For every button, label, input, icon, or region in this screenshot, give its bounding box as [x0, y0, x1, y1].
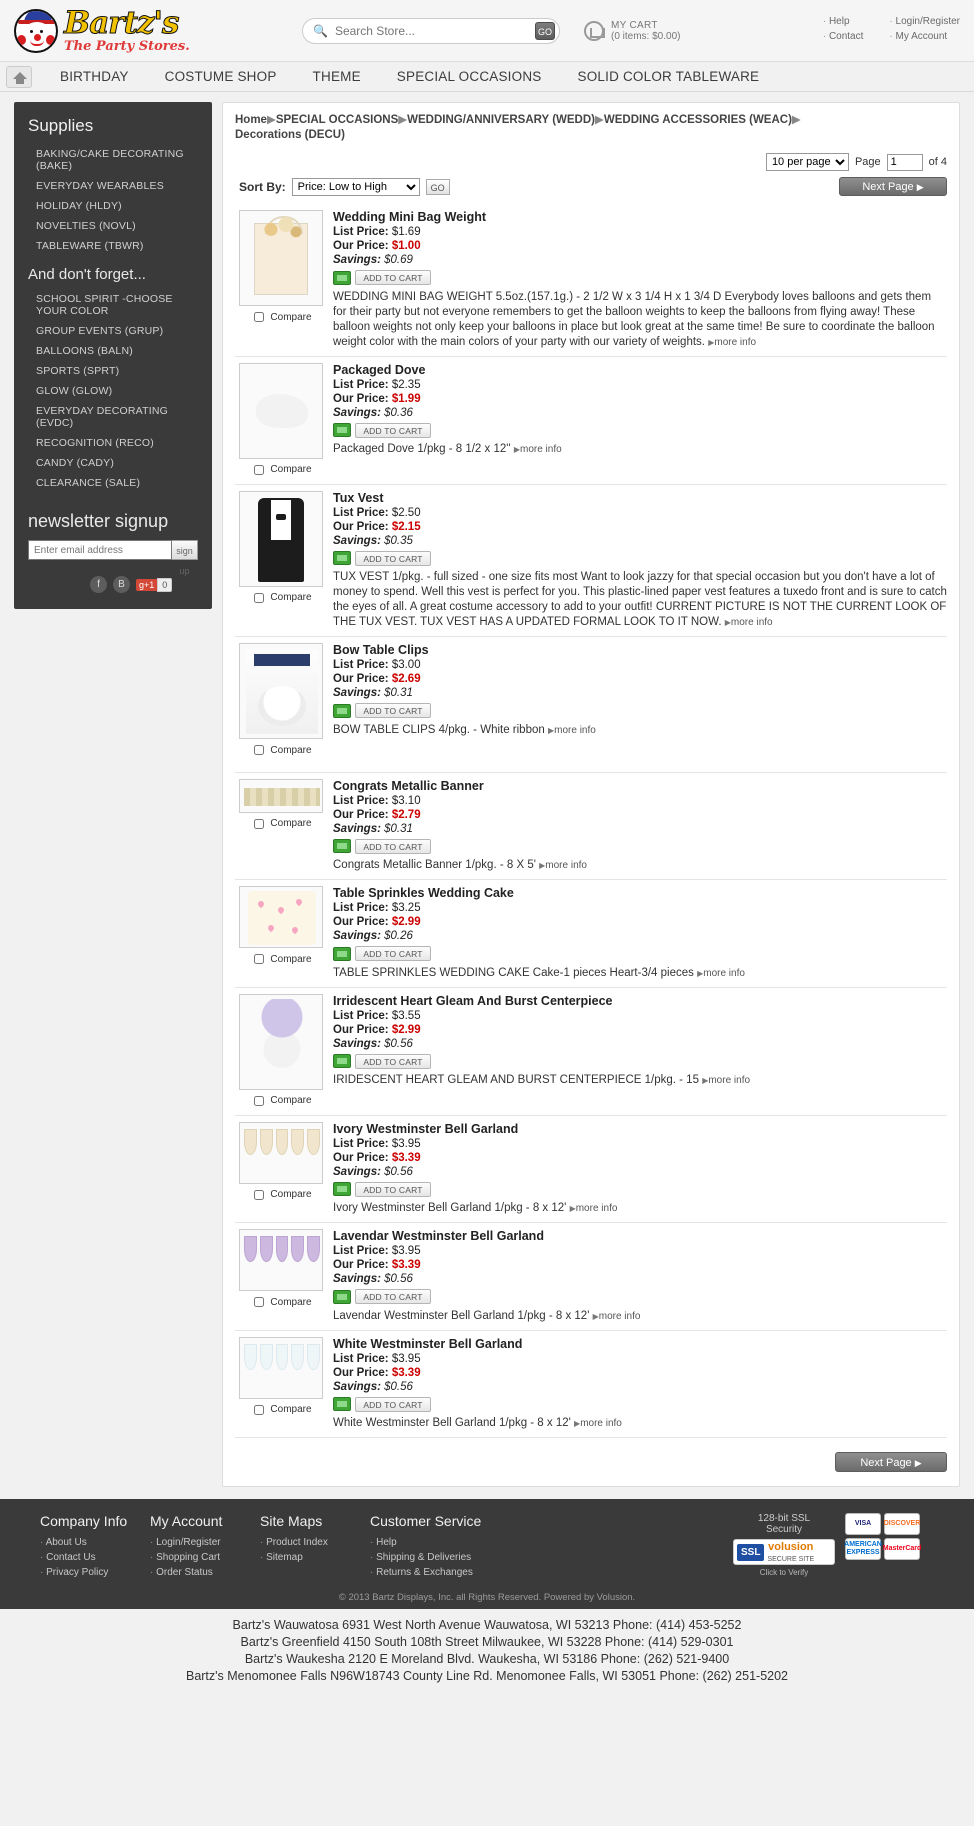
- ssl-badge: [733, 1513, 835, 1577]
- sidebar-item-holiday[interactable]: HOLIDAY (HLDY): [36, 200, 122, 212]
- page-total-label: of 4: [928, 156, 947, 168]
- compare-label[interactable]: Compare: [270, 592, 312, 603]
- product-name[interactable]: Congrats Metallic Banner: [333, 778, 484, 793]
- savings-value: $0.35: [384, 534, 413, 547]
- savings-value: $0.31: [384, 687, 413, 699]
- product-name[interactable]: Irridescent Heart Gleam And Burst Centerpiece: [333, 993, 613, 1008]
- savings-label: Savings:: [333, 1037, 381, 1050]
- site-header: [0, 0, 974, 62]
- add-to-cart-button[interactable]: ADD TO CART: [355, 839, 431, 854]
- payment-cards: [845, 1513, 920, 1560]
- address-menomonee-falls: Bartz's Menomonee Falls N96W18743 County Line Rd. Menomonee Falls, WI 53051 Phone: (262) 251-5202: [185, 1669, 789, 1683]
- nav-item-special-occasions[interactable]: SPECIAL OCCASIONS: [396, 69, 542, 84]
- compare-label[interactable]: Compare: [270, 1296, 312, 1308]
- compare-control[interactable]: [235, 309, 327, 325]
- cart-icon: [333, 839, 351, 853]
- nav-item-birthday[interactable]: BIRTHDAY: [60, 69, 129, 84]
- search-icon: 🔍: [313, 23, 328, 38]
- our-price-value: $3.39: [391, 1151, 421, 1164]
- add-to-cart-button[interactable]: ADD TO CART: [355, 1054, 431, 1069]
- compare-checkbox[interactable]: [254, 745, 264, 755]
- product-description: Lavendar Westminster Bell Garland 1/pkg - 8 x 12' ▶more info: [333, 1309, 641, 1322]
- product-image[interactable]: [239, 994, 323, 1090]
- more-info-link[interactable]: ▶more info: [724, 617, 773, 628]
- sidebar-item-balloons[interactable]: BALLOONS (BALN): [36, 345, 133, 357]
- add-to-cart-group[interactable]: [333, 1289, 431, 1304]
- compare-checkbox[interactable]: [254, 819, 264, 829]
- savings-value: $0.36: [384, 406, 413, 419]
- product-name[interactable]: Bow Table Clips: [333, 643, 429, 657]
- sidebar-item-glow[interactable]: GLOW (GLOW): [36, 385, 113, 397]
- compare-checkbox[interactable]: [254, 1190, 264, 1200]
- product-row: [235, 1331, 947, 1439]
- add-to-cart-button[interactable]: ADD TO CART: [355, 1182, 431, 1197]
- page-label: Page: [854, 156, 881, 168]
- compare-checkbox[interactable]: [254, 593, 264, 603]
- footer-column-my-account: [150, 1513, 260, 1582]
- sidebar-item-everyday-decorating[interactable]: EVERYDAY DECORATING (EVDC): [36, 405, 168, 429]
- list-price-label: List Price:: [333, 226, 389, 238]
- search-go-button[interactable]: GO: [535, 22, 555, 40]
- compare-control[interactable]: [235, 1093, 327, 1109]
- product-description: TABLE SPRINKLES WEDDING CAKE Cake-1 pieces Heart-3/4 pieces ▶more info: [333, 966, 745, 979]
- list-price-label: List Price:: [333, 1009, 389, 1022]
- add-to-cart-group[interactable]: [333, 839, 431, 854]
- product-row: [235, 880, 947, 988]
- our-price-value: $3.39: [391, 1366, 421, 1379]
- more-info-link[interactable]: ▶more info: [513, 444, 562, 455]
- product-name[interactable]: Lavendar Westminster Bell Garland: [333, 1229, 544, 1243]
- sidebar-item-clearance[interactable]: CLEARANCE (SALE): [36, 477, 141, 489]
- list-price-label: List Price:: [333, 506, 389, 519]
- cart-icon: [333, 1290, 351, 1304]
- nav-item-costume-shop[interactable]: COSTUME SHOP: [164, 69, 277, 84]
- ssl-line1: 128-bit SSL: [757, 1513, 811, 1524]
- footer-title: Customer Service: [370, 1513, 482, 1529]
- newsletter-form: [14, 540, 212, 576]
- compare-control[interactable]: [235, 462, 327, 478]
- cart-icon: [333, 1054, 351, 1068]
- footer-title: My Account: [150, 1513, 223, 1529]
- savings-value: $0.56: [384, 1273, 413, 1285]
- sidebar-item-sports[interactable]: SPORTS (SPRT): [36, 365, 120, 377]
- breadcrumb-special-occasions[interactable]: SPECIAL OCCASIONS: [275, 114, 399, 126]
- footer-title: Site Maps: [260, 1513, 323, 1529]
- product-image[interactable]: [239, 643, 323, 739]
- footer-link-shipping-deliveries[interactable]: · Shipping & Deliveries: [370, 1552, 560, 1563]
- our-price-label: Our Price:: [333, 673, 389, 685]
- our-price-value: $3.39: [391, 1259, 421, 1271]
- savings-label: Savings:: [333, 1380, 381, 1393]
- compare-label[interactable]: Compare: [270, 311, 312, 323]
- sort-label: Sort By:: [239, 179, 286, 194]
- add-to-cart-group[interactable]: [333, 1054, 431, 1069]
- product-row: [235, 1116, 947, 1224]
- add-to-cart-group[interactable]: [333, 270, 431, 285]
- mastercard-icon: MasterCard: [884, 1538, 920, 1560]
- our-price-label: Our Price:: [333, 1151, 389, 1164]
- list-price-value: $3.25: [391, 902, 421, 914]
- volusion-secure-site-badge[interactable]: [733, 1539, 835, 1565]
- link-contact[interactable]: Contact: [828, 30, 864, 42]
- add-to-cart-button[interactable]: ADD TO CART: [355, 423, 431, 438]
- savings-label: Savings:: [333, 254, 381, 266]
- product-image[interactable]: [239, 491, 323, 587]
- compare-label[interactable]: Compare: [270, 744, 312, 756]
- savings-label: Savings:: [333, 687, 381, 699]
- footer-link-privacy-policy[interactable]: · Privacy Policy: [40, 1567, 150, 1578]
- more-info-link[interactable]: ▶more info: [592, 1310, 641, 1322]
- footer-link-contact-us[interactable]: · Contact Us: [40, 1552, 150, 1563]
- main-nav: [0, 62, 974, 92]
- next-page-button-bottom[interactable]: Next Page ▶: [835, 1452, 947, 1472]
- more-info-link[interactable]: ▶more info: [697, 967, 745, 979]
- link-my-account[interactable]: My Account: [895, 30, 948, 42]
- copyright: © 2013 Bartz Displays, Inc. all Rights Reserved. Powered by Volusion.: [338, 1592, 636, 1603]
- site-footer: [0, 1499, 974, 1609]
- add-to-cart-button[interactable]: ADD TO CART: [355, 703, 431, 718]
- cart-icon: [333, 271, 351, 285]
- list-price-label: List Price:: [333, 378, 389, 391]
- link-login-register[interactable]: Login/Register: [895, 15, 960, 27]
- breadcrumb-home[interactable]: Home: [235, 114, 267, 126]
- breadcrumb-wedding-accessories[interactable]: WEDDING ACCESSORIES (WEAC): [603, 114, 792, 126]
- more-info-link[interactable]: ▶more info: [708, 336, 757, 348]
- sidebar-item-candy[interactable]: CANDY (CADY): [36, 457, 115, 469]
- newsletter-title: newsletter signup: [28, 511, 169, 531]
- product-row: [235, 773, 947, 881]
- list-price-label: List Price:: [333, 902, 389, 914]
- search-input[interactable]: [333, 23, 535, 39]
- footer-column-site-maps: [260, 1513, 370, 1582]
- add-to-cart-group[interactable]: [333, 703, 431, 718]
- sidebar-subtitle: And don't forget...: [28, 266, 146, 283]
- add-to-cart-group[interactable]: [333, 1397, 431, 1412]
- savings-label: Savings:: [333, 406, 381, 419]
- product-description: Ivory Westminster Bell Garland 1/pkg - 8 x 12' ▶more info: [333, 1202, 618, 1214]
- compare-label[interactable]: Compare: [270, 464, 312, 475]
- cart-icon: [333, 704, 351, 718]
- footer-link-returns-exchanges[interactable]: · Returns & Exchanges: [370, 1567, 560, 1578]
- more-info-link[interactable]: ▶more info: [574, 1418, 622, 1429]
- add-to-cart-button[interactable]: ADD TO CART: [355, 270, 431, 285]
- product-name[interactable]: Packaged Dove: [333, 362, 426, 377]
- list-price-label: List Price:: [333, 1245, 389, 1257]
- cart-icon: [333, 947, 351, 961]
- product-row: [235, 204, 947, 357]
- footer-link-help[interactable]: · Help: [370, 1537, 560, 1548]
- next-page-button-top[interactable]: Next Page ▶: [839, 177, 947, 196]
- list-price-label: List Price:: [333, 659, 389, 671]
- product-description: White Westminster Bell Garland 1/pkg - 8 x 12' ▶more info: [333, 1417, 622, 1429]
- product-image[interactable]: [239, 1337, 323, 1399]
- per-page-select[interactable]: [766, 153, 849, 171]
- product-row: [235, 637, 947, 773]
- newsletter-signup-button[interactable]: sign up: [172, 540, 198, 560]
- sidebar-item-school-spirit[interactable]: SCHOOL SPIRIT -CHOOSE YOUR COLOR: [36, 293, 173, 317]
- address-waukesha: Bartz's Waukesha 2120 E Moreland Blvd. Waukesha, WI 53186 Phone: (262) 521-9400: [244, 1652, 730, 1666]
- savings-value: $0.31: [384, 822, 413, 835]
- add-to-cart-button[interactable]: ADD TO CART: [355, 1289, 431, 1304]
- cart-summary[interactable]: [584, 20, 680, 42]
- add-to-cart-button[interactable]: ADD TO CART: [355, 551, 431, 566]
- compare-label[interactable]: Compare: [270, 1404, 312, 1415]
- compare-checkbox[interactable]: [254, 1297, 264, 1307]
- product-name[interactable]: White Westminster Bell Garland: [333, 1336, 523, 1351]
- nav-item-theme[interactable]: THEME: [312, 69, 361, 84]
- cart-title: MY CART: [611, 19, 658, 31]
- compare-label[interactable]: Compare: [270, 953, 312, 965]
- our-price-value: $2.69: [391, 673, 421, 685]
- product-description: TUX VEST 1/pkg. - full sized - one size fits most Want to look jazzy for that special occasion but you don't have a lot of money to spend. Well this vest is perfect for you. This plastic-lined paper vest features a tuxedo front and is sure to catch the eyes of all. A great costume accessory to add to your outfit! CURRENT PICTURE IS NOT THE CURRENT LOOK OF THE TUX VEST. TUX VEST HAS A UPDATED FORMAL LOOK TO IT NOW. ▶more info: [333, 571, 947, 628]
- list-price-value: $3.95: [391, 1137, 421, 1150]
- product-row: [235, 1223, 947, 1331]
- compare-control[interactable]: [235, 1294, 327, 1310]
- link-help[interactable]: Help: [828, 15, 850, 27]
- sidebar-item-group-events[interactable]: GROUP EVENTS (GRUP): [36, 325, 164, 337]
- compare-label[interactable]: Compare: [270, 1189, 312, 1200]
- footer-link-login-register[interactable]: · Login/Register: [150, 1537, 260, 1548]
- cart-icon: [333, 1182, 351, 1196]
- our-price-label: Our Price:: [333, 240, 389, 252]
- list-price-label: List Price:: [333, 1137, 389, 1150]
- product-row: [235, 485, 947, 638]
- gplus-label: g+1: [136, 579, 157, 591]
- gplus-button[interactable]: [136, 577, 172, 592]
- list-price-label: List Price:: [333, 794, 389, 807]
- our-price-value: $1.00: [391, 240, 421, 252]
- pagination-bottom: [235, 1452, 947, 1472]
- sidebar-item-everyday-wearables[interactable]: EVERYDAY WEARABLES: [36, 180, 164, 192]
- our-price-label: Our Price:: [333, 520, 389, 533]
- product-image[interactable]: [239, 1229, 323, 1291]
- footer-trust-badges: [733, 1513, 934, 1582]
- ssl-line2: Security: [765, 1524, 803, 1535]
- savings-label: Savings:: [333, 1165, 381, 1178]
- list-price-value: $2.50: [391, 506, 421, 519]
- product-name[interactable]: Wedding Mini Bag Weight: [333, 210, 486, 224]
- compare-control[interactable]: [235, 816, 327, 832]
- list-price-value: $3.00: [391, 659, 421, 671]
- savings-value: $0.56: [384, 1165, 413, 1178]
- sort-select[interactable]: [292, 178, 420, 196]
- more-info-link[interactable]: ▶more info: [702, 1075, 751, 1086]
- cart-icon: [333, 423, 351, 437]
- product-description: BOW TABLE CLIPS 4/pkg. - White ribbon ▶more info: [333, 723, 596, 736]
- product-image[interactable]: [239, 363, 323, 459]
- compare-checkbox[interactable]: [254, 465, 264, 475]
- sidebar-item-tableware[interactable]: TABLEWARE (TBWR): [36, 240, 144, 252]
- footer-link-order-status[interactable]: · Order Status: [150, 1567, 260, 1578]
- our-price-label: Our Price:: [333, 808, 389, 821]
- add-to-cart-group[interactable]: [333, 423, 431, 438]
- list-price-value: $3.95: [391, 1245, 421, 1257]
- our-price-value: $2.99: [391, 1023, 421, 1036]
- footer-link-shopping-cart[interactable]: · Shopping Cart: [150, 1552, 260, 1563]
- footer-link-product-index[interactable]: · Product Index: [260, 1537, 370, 1548]
- product-description: WEDDING MINI BAG WEIGHT 5.5oz.(157.1g.) - 2 1/2 W x 3 1/4 H x 1 3/4 D Everybody loves balloons and gets them for their party but not everyone remembers to get the balloon weights to keep the balloons from flying away! These balloon weights not only keep your balloons in place but look great at the same time! Be sure to coordinate the balloon weight color with the main colors of your party with our variety of weights. ▶more info: [333, 290, 935, 348]
- our-price-value: $2.79: [391, 808, 421, 821]
- savings-label: Savings:: [333, 822, 381, 835]
- compare-checkbox[interactable]: [254, 954, 264, 964]
- volusion-sub: SECURE SITE: [767, 1555, 815, 1563]
- compare-control[interactable]: [235, 1402, 327, 1418]
- compare-label[interactable]: Compare: [270, 1095, 312, 1106]
- product-row: [235, 357, 947, 485]
- volusion-ssl-label: SSL: [737, 1544, 764, 1561]
- product-description: Packaged Dove 1/pkg - 8 1/2 x 12'' ▶more info: [333, 443, 562, 455]
- add-to-cart-group[interactable]: [333, 946, 431, 961]
- sort-go-button[interactable]: GO: [426, 179, 450, 195]
- product-name[interactable]: Table Sprinkles Wedding Cake: [333, 886, 514, 900]
- footer-title: Company Info: [40, 1513, 128, 1529]
- brand-name: Bartz's: [64, 5, 179, 41]
- discover-icon: DISCOVER: [884, 1513, 920, 1535]
- home-icon[interactable]: [6, 66, 32, 88]
- click-to-verify-label[interactable]: Click to Verify: [759, 1568, 809, 1577]
- savings-value: $0.56: [384, 1380, 413, 1393]
- site-logo[interactable]: [14, 5, 294, 54]
- add-to-cart-group[interactable]: [333, 551, 431, 566]
- sidebar-item-baking[interactable]: BAKING/CAKE DECORATING (BAKE): [36, 148, 184, 172]
- our-price-label: Our Price:: [333, 1023, 389, 1036]
- add-to-cart-button[interactable]: ADD TO CART: [355, 946, 431, 961]
- footer-link-about-us[interactable]: · About Us: [40, 1537, 150, 1548]
- sidebar: [14, 102, 212, 609]
- blogger-icon[interactable]: B: [113, 576, 130, 593]
- product-description: IRIDESCENT HEART GLEAM AND BURST CENTERPIECE 1/pkg. - 15 ▶more info: [333, 1074, 751, 1086]
- brand-tagline: The Party Stores.: [64, 39, 190, 54]
- add-to-cart-group[interactable]: [333, 1182, 431, 1197]
- product-description: Congrats Metallic Banner 1/pkg. - 8 X 5' ▶more info: [333, 859, 587, 871]
- our-price-label: Our Price:: [333, 1366, 389, 1379]
- footer-column-customer-service: [370, 1513, 560, 1582]
- product-image[interactable]: [239, 779, 323, 813]
- sidebar-item-recognition[interactable]: RECOGNITION (RECO): [36, 437, 154, 449]
- our-price-label: Our Price:: [333, 1259, 389, 1271]
- product-image[interactable]: [239, 886, 323, 948]
- savings-value: $0.26: [384, 930, 413, 942]
- product-image[interactable]: [239, 1122, 323, 1184]
- sort-row: [239, 177, 947, 196]
- gplus-count: 0: [157, 578, 172, 592]
- product-name[interactable]: Ivory Westminster Bell Garland: [333, 1121, 519, 1136]
- compare-control[interactable]: [235, 1187, 327, 1203]
- clown-logo-icon: [14, 9, 58, 53]
- facebook-icon[interactable]: f: [90, 576, 107, 593]
- sidebar-item-novelties[interactable]: NOVELTIES (NOVL): [36, 220, 136, 232]
- visa-icon: VISA: [845, 1513, 881, 1535]
- breadcrumb-decorations: Decorations (DECU): [235, 129, 345, 141]
- list-price-value: $1.69: [391, 226, 421, 238]
- breadcrumb-wedding-anniversary[interactable]: WEDDING/ANNIVERSARY (WEDD): [407, 114, 595, 126]
- more-info-link[interactable]: ▶more info: [547, 724, 596, 736]
- our-price-value: $2.99: [391, 916, 421, 928]
- compare-label[interactable]: Compare: [270, 818, 312, 829]
- sidebar-title: Supplies: [28, 116, 94, 135]
- savings-label: Savings:: [333, 534, 381, 547]
- footer-link-sitemap[interactable]: · Sitemap: [260, 1552, 370, 1563]
- list-price-value: $3.95: [391, 1352, 421, 1365]
- savings-label: Savings:: [333, 930, 381, 942]
- store-addresses: [0, 1609, 974, 1697]
- our-price-value: $1.99: [391, 392, 421, 405]
- our-price-value: $2.15: [391, 520, 421, 533]
- breadcrumb: Home▶SPECIAL OCCASIONS▶WEDDING/ANNIVERSARY (WEDD)▶WEDDING ACCESSORIES (WEAC)▶ Decorations (DECU): [235, 114, 801, 141]
- cart-icon: [333, 551, 351, 565]
- footer-column-company-info: [40, 1513, 150, 1582]
- savings-value: $0.69: [384, 254, 413, 266]
- amex-icon: AMERICAN EXPRESS: [845, 1538, 881, 1560]
- compare-checkbox[interactable]: [254, 1405, 264, 1415]
- search-box[interactable]: [302, 18, 560, 44]
- more-info-link[interactable]: ▶more info: [569, 1203, 618, 1214]
- product-name[interactable]: Tux Vest: [333, 490, 384, 505]
- savings-value: $0.56: [384, 1037, 413, 1050]
- nav-item-solid-color-tableware[interactable]: SOLID COLOR TABLEWARE: [577, 69, 760, 84]
- cart-items: (0 items: $0.00): [611, 30, 681, 42]
- cart-icon: [333, 1397, 351, 1411]
- list-price-value: $3.10: [391, 794, 421, 807]
- address-wauwatosa: Bartz's Wauwatosa 6931 West North Avenue Wauwatosa, WI 53213 Phone: (414) 453-5252: [232, 1618, 742, 1632]
- our-price-label: Our Price:: [333, 916, 389, 928]
- add-to-cart-button[interactable]: ADD TO CART: [355, 1397, 431, 1412]
- page-number-input[interactable]: [887, 154, 923, 171]
- address-greenfield: Bartz's Greenfield 4150 South 108th Street Milwaukee, WI 53228 Phone: (414) 529-0301: [240, 1635, 734, 1649]
- pagination-top: [235, 153, 947, 171]
- compare-checkbox[interactable]: [254, 1096, 264, 1106]
- product-image[interactable]: [239, 210, 323, 306]
- our-price-label: Our Price:: [333, 392, 389, 405]
- list-price-value: $2.35: [391, 378, 421, 391]
- compare-control[interactable]: [235, 951, 327, 967]
- compare-control[interactable]: [235, 742, 327, 758]
- compare-checkbox[interactable]: [254, 312, 264, 322]
- header-links: [823, 16, 960, 46]
- savings-label: Savings:: [333, 1273, 381, 1285]
- cart-icon: [584, 21, 604, 41]
- volusion-name: volusion: [768, 1540, 814, 1553]
- product-row: [235, 988, 947, 1116]
- newsletter-email-input[interactable]: [28, 540, 172, 560]
- list-price-label: List Price:: [333, 1352, 389, 1365]
- compare-control[interactable]: [235, 590, 327, 606]
- more-info-link[interactable]: ▶more info: [539, 860, 587, 871]
- list-price-value: $3.55: [391, 1009, 421, 1022]
- main-content: [222, 102, 960, 1487]
